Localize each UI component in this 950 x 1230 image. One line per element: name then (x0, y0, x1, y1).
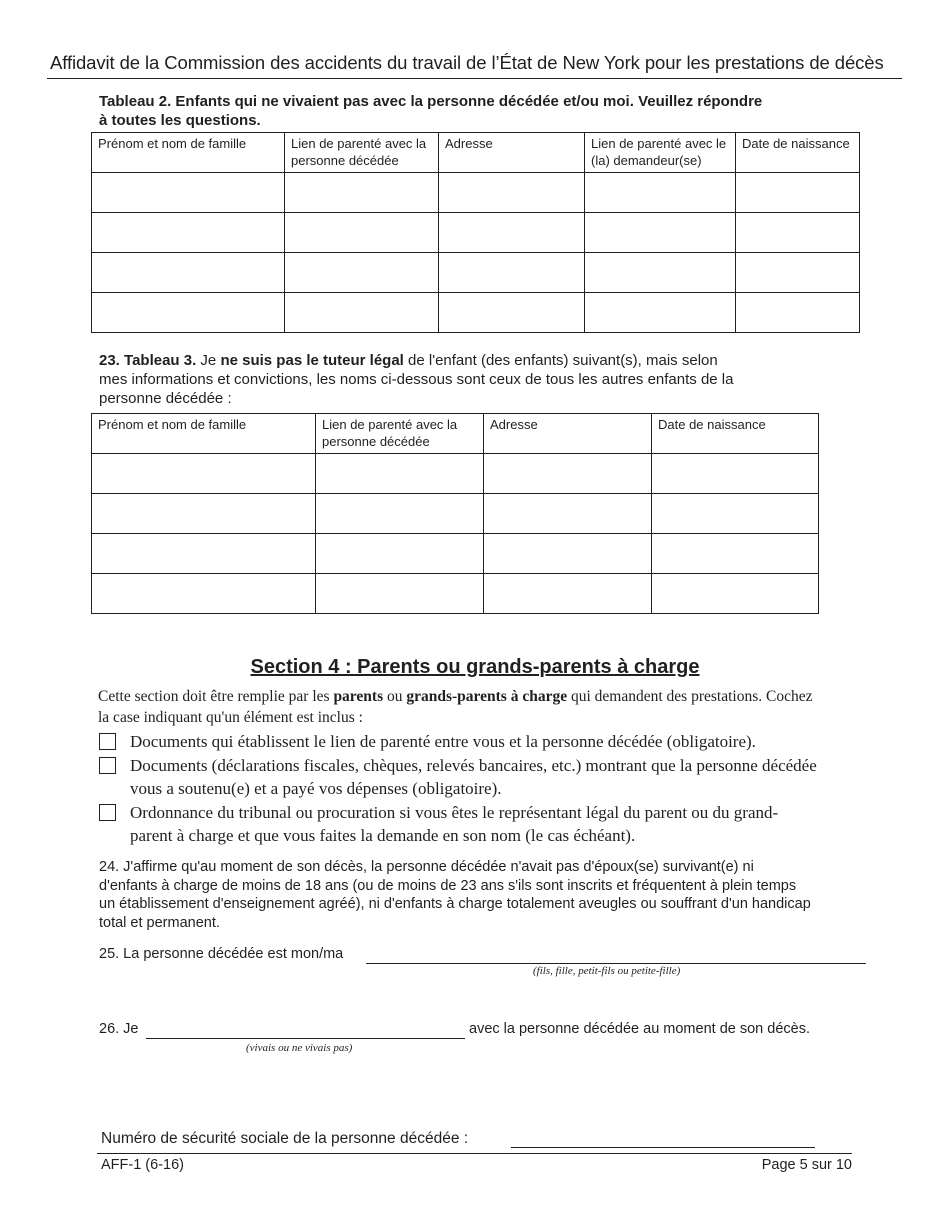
q25-label: 25. La personne décédée est mon/ma (99, 946, 344, 962)
table-cell[interactable] (585, 293, 736, 333)
table3-col-address: Adresse (484, 414, 652, 454)
q25-hint: (fils, fille, petit-fils ou petite-fille) (533, 965, 681, 977)
table-cell[interactable] (439, 213, 585, 253)
table-cell[interactable] (285, 253, 439, 293)
ssn-label: Numéro de sécurité sociale de la personne décédée : (101, 1130, 469, 1147)
table-cell[interactable] (316, 454, 484, 494)
table-row (92, 534, 819, 574)
checkbox-label-line1: Documents (déclarations fiscales, chèques, relevés bancaires, etc.) montrant que la personne décédée (130, 756, 817, 775)
q24-line4: total et permanent. (99, 914, 220, 931)
table-cell[interactable] (439, 173, 585, 213)
table2-col-relation-deceased: Lien de parenté avec la personne décédée (285, 133, 439, 173)
table-row (92, 213, 860, 253)
table3-caption-number: 23. Tableau 3. (99, 352, 197, 369)
checkbox-label-line2: parent à charge et que vous faites la demande en son nom (le cas échéant). (130, 826, 636, 845)
table-cell[interactable] (439, 293, 585, 333)
table3-caption (99, 351, 899, 408)
table-cell[interactable] (652, 454, 819, 494)
intro-text: ou (383, 688, 407, 705)
checkbox-support-docs[interactable] (99, 757, 116, 774)
table2-col-birthdate: Date de naissance (736, 133, 860, 173)
checkbox-relationship-docs[interactable] (99, 733, 116, 750)
q24-line2: d'enfants à charge de moins de 18 ans (ou de moins de 23 ans s'ils sont inscrits et fréquentent à plein temps (99, 877, 797, 894)
table3-caption-line3: personne décédée : (99, 390, 232, 407)
checkbox-label (130, 754, 900, 800)
table-cell[interactable] (652, 494, 819, 534)
table-cell[interactable] (585, 253, 736, 293)
table-row (92, 574, 819, 614)
table-row (92, 253, 860, 293)
checkbox-label-line1: Ordonnance du tribunal ou procuration si vous êtes le représentant légal du parent ou du grand- (130, 803, 779, 822)
checkbox-item-relationship-docs (99, 730, 899, 754)
section4-intro-line2: la case indiquant qu'un élément est inclus : (98, 709, 363, 726)
ssn-field[interactable] (511, 1130, 815, 1148)
page-header-title: Affidavit de la Commission des accidents du travail de l’État de New York pour les prestations de décès (50, 52, 884, 73)
intro-text: Cette section doit être remplie par les (98, 688, 334, 705)
table3-header-row (92, 414, 819, 454)
table2-col-name: Prénom et nom de famille (92, 133, 285, 173)
table-cell[interactable] (92, 173, 285, 213)
table-cell[interactable] (285, 173, 439, 213)
table-cell[interactable] (92, 494, 316, 534)
table2-col-relation-claimant: Lien de parenté avec le (la) demandeur(se) (585, 133, 736, 173)
table-cell[interactable] (439, 253, 585, 293)
table-row (92, 454, 819, 494)
table-cell[interactable] (92, 253, 285, 293)
table-cell[interactable] (652, 534, 819, 574)
table-cell[interactable] (285, 293, 439, 333)
table-cell[interactable] (736, 173, 860, 213)
table-cell[interactable] (484, 494, 652, 534)
table3-col-name: Prénom et nom de famille (92, 414, 316, 454)
checkbox-court-order[interactable] (99, 804, 116, 821)
q26-lived-with-field[interactable] (146, 1021, 465, 1039)
table3-caption-line2: mes informations et convictions, les noms ci-dessous sont ceux de tous les autres enfants de la (99, 371, 734, 388)
checkbox-label-line1: Documents qui établissent le lien de parenté entre vous et la personne décédée (obligatoire). (130, 732, 756, 751)
table-cell[interactable] (484, 574, 652, 614)
table2 (91, 132, 860, 333)
table-cell[interactable] (585, 213, 736, 253)
table-cell[interactable] (316, 534, 484, 574)
table3-caption-emphasis: ne suis pas le tuteur légal (220, 352, 404, 369)
table-cell[interactable] (92, 574, 316, 614)
table-cell[interactable] (652, 574, 819, 614)
section4-intro-line1 (98, 686, 898, 707)
table-cell[interactable] (316, 494, 484, 534)
q26-label: 26. Je (99, 1021, 139, 1037)
section4-intro (98, 686, 898, 728)
q25-relationship-field[interactable] (366, 946, 866, 964)
page-number: Page 5 sur 10 (761, 1157, 852, 1173)
checkbox-label-line2: vous a soutenu(e) et a payé vos dépenses (obligatoire). (130, 779, 502, 798)
intro-text: qui demandent des prestations. Cochez (567, 688, 813, 705)
table-cell[interactable] (585, 173, 736, 213)
table-cell[interactable] (92, 293, 285, 333)
table-cell[interactable] (92, 454, 316, 494)
form-id: AFF-1 (6-16) (101, 1157, 184, 1173)
checkbox-label (130, 801, 900, 847)
table-cell[interactable] (736, 213, 860, 253)
table2-col-address: Adresse (439, 133, 585, 173)
table-cell[interactable] (484, 454, 652, 494)
table2-caption (99, 92, 899, 130)
table-cell[interactable] (736, 293, 860, 333)
checkbox-item-court-order (99, 801, 899, 849)
q24-statement (99, 858, 879, 932)
table2-caption-line2: à toutes les questions. (99, 112, 261, 129)
table2-caption-line1: Tableau 2. Enfants qui ne vivaient pas avec la personne décédée et/ou moi. Veuillez répondre (99, 93, 763, 110)
footer-divider (97, 1153, 852, 1154)
table3-caption-line1 (99, 351, 899, 370)
table-row (92, 173, 860, 213)
table-row (92, 293, 860, 333)
table3-caption-text: de l'enfant (des enfants) suivant(s), mais selon (403, 352, 718, 369)
table3-col-relation-deceased: Lien de parenté avec la personne décédée (316, 414, 484, 454)
table3 (91, 413, 819, 614)
section4-title: Section 4 : Parents ou grands-parents à charge (250, 656, 700, 678)
header-divider (47, 78, 902, 79)
table-cell[interactable] (92, 213, 285, 253)
intro-emphasis-grandparents: grands-parents à charge (406, 688, 568, 705)
table-cell[interactable] (316, 574, 484, 614)
q26-hint: (vivais ou ne vivais pas) (246, 1042, 353, 1054)
table-cell[interactable] (92, 534, 316, 574)
q26-suffix: avec la personne décédée au moment de son décès. (469, 1021, 810, 1037)
table3-col-birthdate: Date de naissance (652, 414, 819, 454)
table2-header-row (92, 133, 860, 173)
checkbox-label (130, 730, 900, 753)
q24-line1: 24. J'affirme qu'au moment de son décès, la personne décédée n'avait pas d'époux(se) survivant(e) ni (99, 859, 754, 875)
checkbox-item-support-docs (99, 754, 899, 802)
table-cell[interactable] (484, 534, 652, 574)
table3-caption-text: Je (196, 352, 221, 369)
table-row (92, 494, 819, 534)
intro-emphasis-parents: parents (333, 688, 384, 705)
q24-line3: un établissement d'enseignement agréé), ni d'enfants à charge totalement aveugles ou souffrant d'un handicap (99, 896, 811, 912)
table-cell[interactable] (285, 213, 439, 253)
table-cell[interactable] (736, 253, 860, 293)
